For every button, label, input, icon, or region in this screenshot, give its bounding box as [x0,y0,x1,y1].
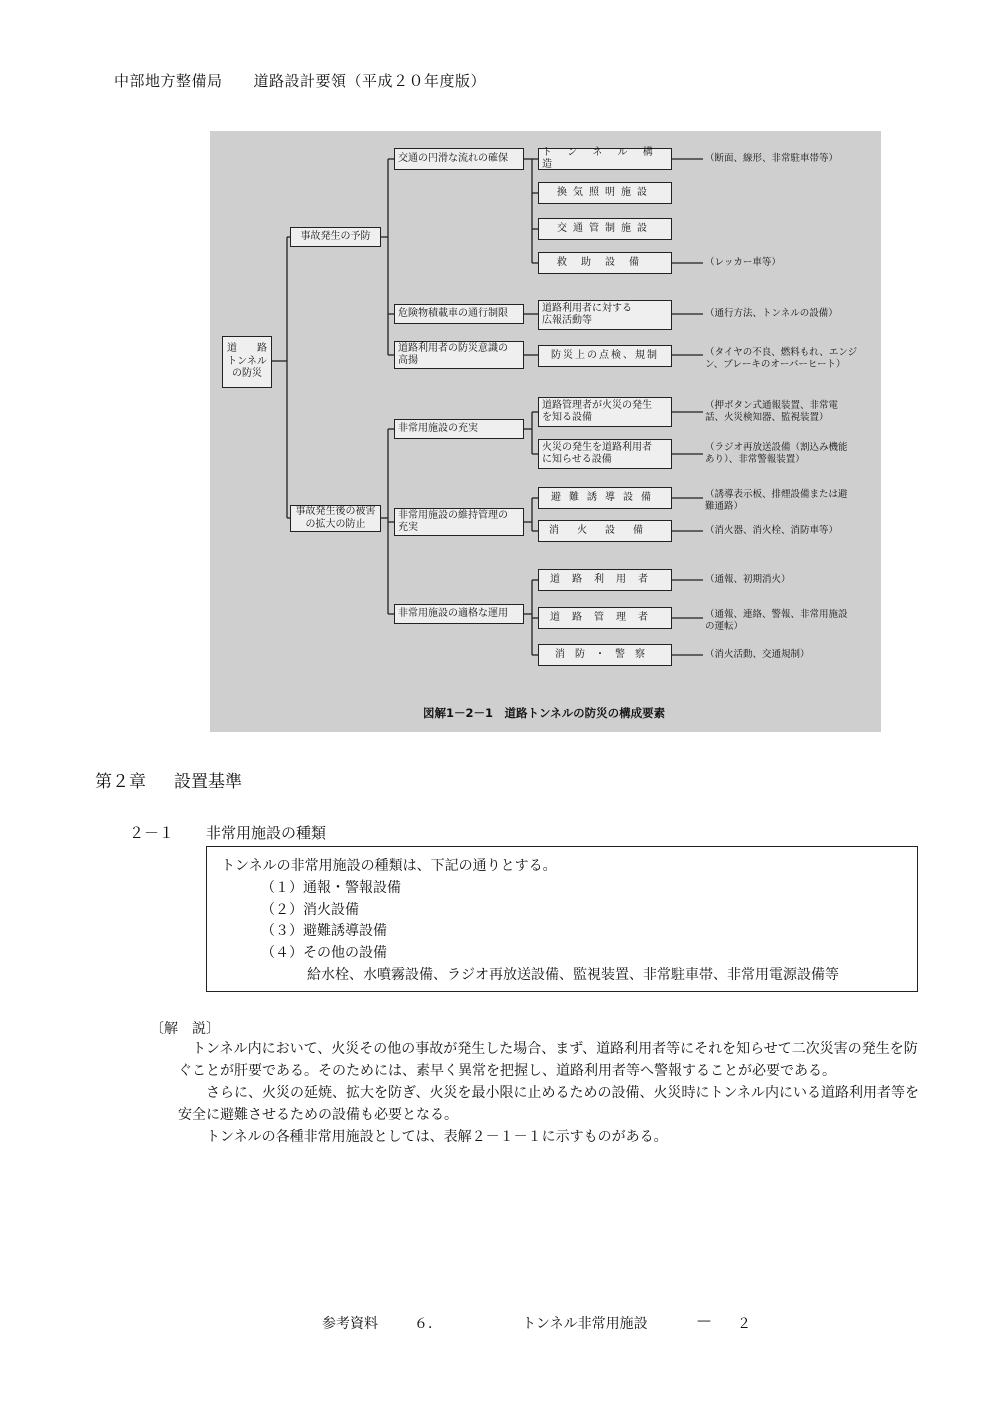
diagram-mid-node: 非常用施設の充実 [394,419,524,439]
diagram-leaf-node: 道路利用者に対する 広報活動等 [538,300,672,330]
disaster-prevention-diagram [210,131,881,732]
diagram-leaf-node: 避難誘導設備 [538,487,672,509]
diagram-leaf-node: ト ン ネ ル 構 造 [538,148,672,170]
diagram-leaf-node: 道路管理者が火災の発生 を知る設備 [538,397,672,427]
diagram-caption: 図解1－2－1 道路トンネルの防災の構成要素 [423,706,666,720]
diagram-branch-prevention: 事故発生の予防 [290,227,381,247]
diagram-leaf-node: 防災上の点検、規制 [538,345,672,367]
diagram-note: （消火器、消火栓、消防車等） [705,525,839,536]
diagram-leaf-node: 救助設備 [538,252,672,274]
explanation-heading: 〔解 説〕 [150,1021,220,1037]
chapter-heading [95,767,242,792]
footer-label: 参考資料 [322,1316,378,1332]
chapter-title: 設置基準 [174,772,242,792]
paragraph: トンネル内において、火災その他の事故が発生した場合、まず、道路利用者等にそれを知らせて二次災害の発生を防ぐことが肝要である。そのためには、素早く異常を把握し、道路利用者等へ警報することが必要である。 [178,1041,918,1079]
diagram-note: （タイヤの不良、燃料もれ、エンジ ン、ブレーキのオーバーヒート） [705,347,858,371]
footer-title: トンネル非常用施設 [522,1316,648,1332]
diagram-leaf-node: 交通管制施設 [538,218,672,240]
section-number: ２－１ [129,824,175,842]
rule-box [206,846,918,992]
paragraph: さらに、火災の延焼、拡大を防ぎ、火災を最小限に止めるための設備、火災時にトンネル内にいる道路利用者等を安全に避難させるための設備も必要となる。 [178,1085,920,1123]
rule-item: （１）通報・警報設備 [261,880,401,896]
diagram-note: （誘導表示板、排煙設備または避 難通路） [705,489,848,513]
diagram-leaf-node: 消防・警察 [538,644,672,666]
section-heading [129,822,326,843]
chapter-number: 第２章 [95,772,146,792]
footer-number: ６． [414,1316,442,1332]
diagram-branch-mitigation: 事故発生後の被害 の拡大の防止 [290,505,381,532]
diagram-mid-node: 非常用施設の適格な運用 [394,604,524,624]
diagram-note: （レッカー車等） [705,257,781,268]
diagram-leaf-node: 換気照明施設 [538,182,672,204]
page-header: 中部地方整備局 道路設計要領（平成２０年度版） [114,72,487,90]
rule-item: （２）消火設備 [261,902,359,918]
diagram-leaf-node: 道路管理者 [538,607,672,629]
diagram-mid-node: 交通の円滑な流れの確保 [394,148,524,170]
footer-dash: — [697,1313,711,1329]
rule-item: （３）避難誘導設備 [261,923,387,939]
section-title: 非常用施設の種類 [206,824,327,842]
diagram-note: （押ボタン式通報装置、非常電 話、火災検知器、監視装置） [705,400,839,424]
diagram-leaf-node: 道路利用者 [538,569,672,591]
rule-lead: トンネルの非常用施設の種類は、下記の通りとする。 [221,858,557,874]
paragraph: トンネルの各種非常用施設としては、表解２－１－１に示すものがある。 [206,1129,668,1145]
diagram-note: （消火活動、交通規制） [705,649,810,660]
diagram-note: （断面、線形、非常駐車帯等） [705,153,839,164]
diagram-note: （ラジオ再放送設備（割込み機能 あり）、非常警報装置） [705,442,848,466]
diagram-leaf-node: 消火設備 [538,520,672,542]
page-number: ２ [737,1316,751,1332]
diagram-mid-node: 非常用施設の維持管理の 充実 [394,508,524,536]
diagram-note: （通行方法、トンネルの設備） [705,308,838,319]
diagram-mid-node: 道路利用者の防災意識の 高揚 [394,341,524,369]
diagram-mid-node: 危険物積載車の通行制限 [394,304,524,324]
diagram-note: （通報、初期消火） [705,574,791,585]
diagram-root-node: 道 路 トンネル の防災 [222,336,272,388]
rule-item: （４）その他の設備 [261,945,387,961]
diagram-leaf-node: 火災の発生を道路利用者 に知らせる設備 [538,439,672,469]
diagram-note: （通報、連絡、警報、非常用施設 の運転） [705,609,848,633]
rule-sub-item: 給水栓、水噴霧設備、ラジオ再放送設備、監視装置、非常駐車帯、非常用電源設備等 [307,967,839,983]
